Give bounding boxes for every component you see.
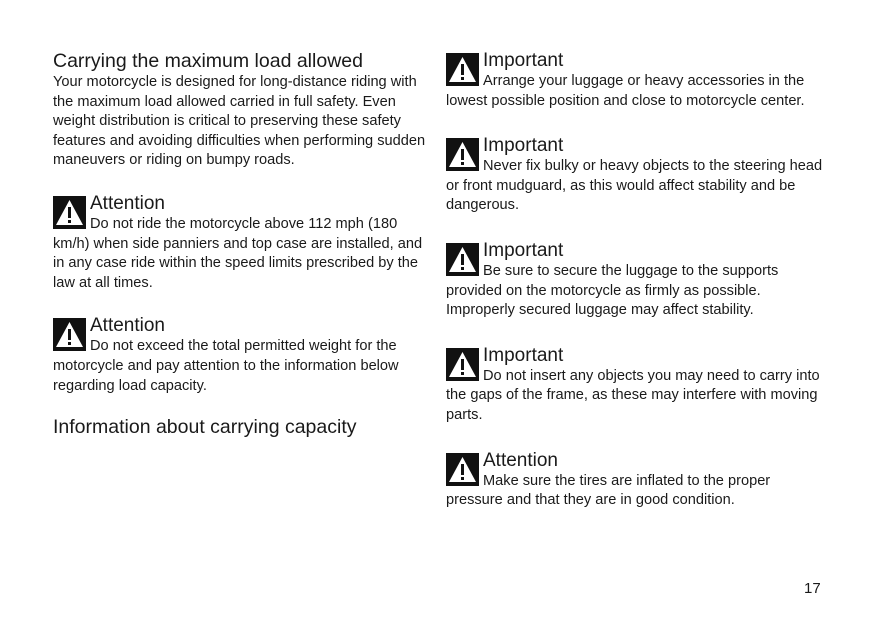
important-notice <box>446 345 828 426</box>
notice-heading: Attention <box>90 315 165 337</box>
notice-heading: Important <box>483 344 564 366</box>
right-column <box>446 50 828 535</box>
section-title: Carrying the maximum load allowed <box>53 50 363 72</box>
warning-triangle-icon <box>446 348 479 381</box>
notice-heading: Important <box>483 135 564 157</box>
left-column <box>53 50 433 439</box>
notice-text: Make sure the tires are inflated to the proper pressure and that they are in good condition. <box>446 472 771 509</box>
warning-triangle-icon <box>446 138 479 171</box>
important-notice <box>446 135 828 216</box>
notice-text: Never fix bulky or heavy objects to the steering head or front mudguard, as this would affect stability and be dangerous. <box>446 158 823 214</box>
notice-text: Do not ride the motorcycle above 112 mph (180 km/h) when side panniers and top case are installed, and in any case ride within the speed limits prescribed by the law at all times. <box>53 215 423 291</box>
attention-notice <box>446 450 828 511</box>
warning-triangle-icon <box>53 318 86 351</box>
notice-text: Arrange your luggage or heavy accessories in the lowest possible position and close to motorcycle center. <box>446 73 805 109</box>
warning-triangle-icon <box>446 453 479 486</box>
notice-heading: Attention <box>90 192 165 214</box>
notice-text: Do not insert any objects you may need to carry into the gaps of the frame, as these may interfere with moving parts. <box>446 367 820 423</box>
warning-triangle-icon <box>53 196 86 229</box>
notice-heading: Important <box>483 239 564 261</box>
notice-text: Do not exceed the total permitted weight for the motorcycle and pay attention to the information below regarding load capacity. <box>53 338 399 394</box>
warning-triangle-icon <box>446 53 479 86</box>
intro-paragraph: Your motorcycle is designed for long-distance riding with the maximum load allowed carried in full safety. Even weight distribution is critical to preserving these safety features and avoiding difficulties when performing sudden maneuvers or riding on bumpy roads. <box>53 74 426 169</box>
notice-text: Be sure to secure the luggage to the supports provided on the motorcycle as firmly as possible. Improperly secured luggage may affect stability. <box>446 262 779 319</box>
important-notice <box>446 240 828 321</box>
attention-notice <box>53 193 433 293</box>
important-notice <box>446 50 828 111</box>
warning-triangle-icon <box>446 243 479 276</box>
notice-heading: Attention <box>483 449 558 471</box>
subsection-title: Information about carrying capacity <box>53 416 357 439</box>
page-number: 17 <box>804 580 821 597</box>
attention-notice <box>53 315 433 396</box>
notice-heading: Important <box>483 50 564 71</box>
